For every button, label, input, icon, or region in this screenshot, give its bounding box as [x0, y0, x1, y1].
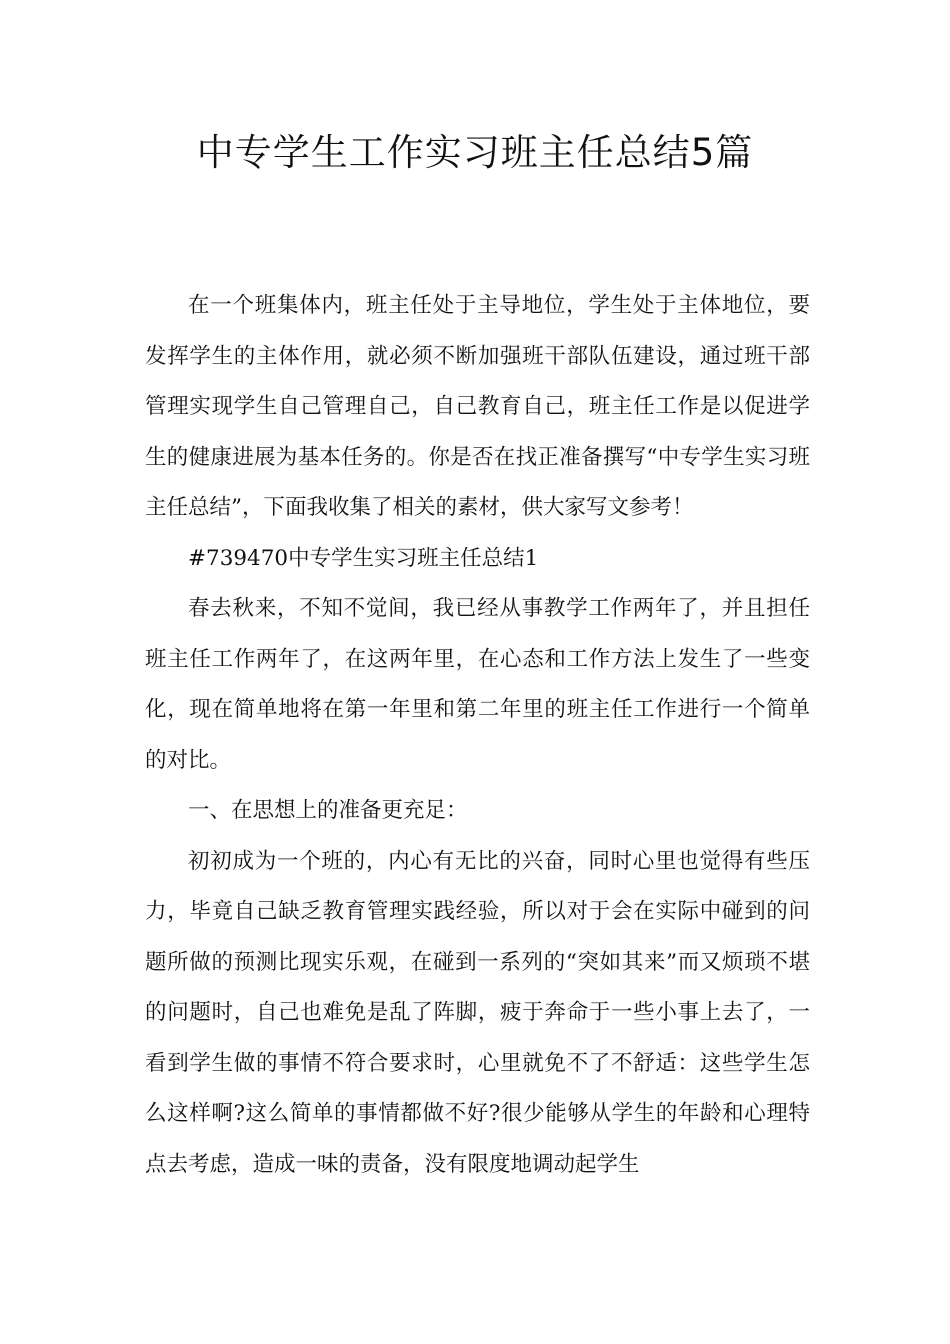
paragraph-intro: 在一个班集体内，班主任处于主导地位，学生处于主体地位，要发挥学生的主体作用，就必须不断加强班干部队伍建设，通过班干部管理实现学生自己管理自己，自己教育自己，班主任工作是以促进学生的健康进展为基本任务的。你是否在找正准备撰写“中专学生实习班主任总结”，下面我收集了相关的素材，供大家写文参考！: [145, 293, 810, 520]
document-title: 中专学生工作实习班主任总结5篇: [196, 131, 754, 174]
section-heading-1: #739470中专学生实习班主任总结1: [188, 545, 539, 571]
paragraph-3: 初初成为一个班的，内心有无比的兴奋，同时心里也觉得有些压力，毕竟自己缺乏教育管理实践经验，所以对于会在实际中碰到的问题所做的预测比现实乐观，在碰到一系列的“突如其来”而又烦琐不堪的问题时，自己也难免是乱了阵脚，疲于奔命于一些小事上去了，一看到学生做的事情不符合要求时，心里就免不了不舒适：这些学生怎么这样啊?这么简单的事情都做不好?很少能够从学生的年龄和心理特点去考虑，造成一味的责备，没有限度地调动起学生: [145, 848, 810, 1177]
subheading-1: 一、在思想上的准备更充足：: [188, 798, 468, 823]
paragraph-2: 春去秋来，不知不觉间，我已经从事教学工作两年了，并且担任班主任工作两年了，在这两年里，在心态和工作方法上发生了一些变化，现在简单地将在第一年里和第二年里的班主任工作进行一个简单的对比。: [145, 596, 810, 773]
document-body: [145, 281, 810, 1190]
